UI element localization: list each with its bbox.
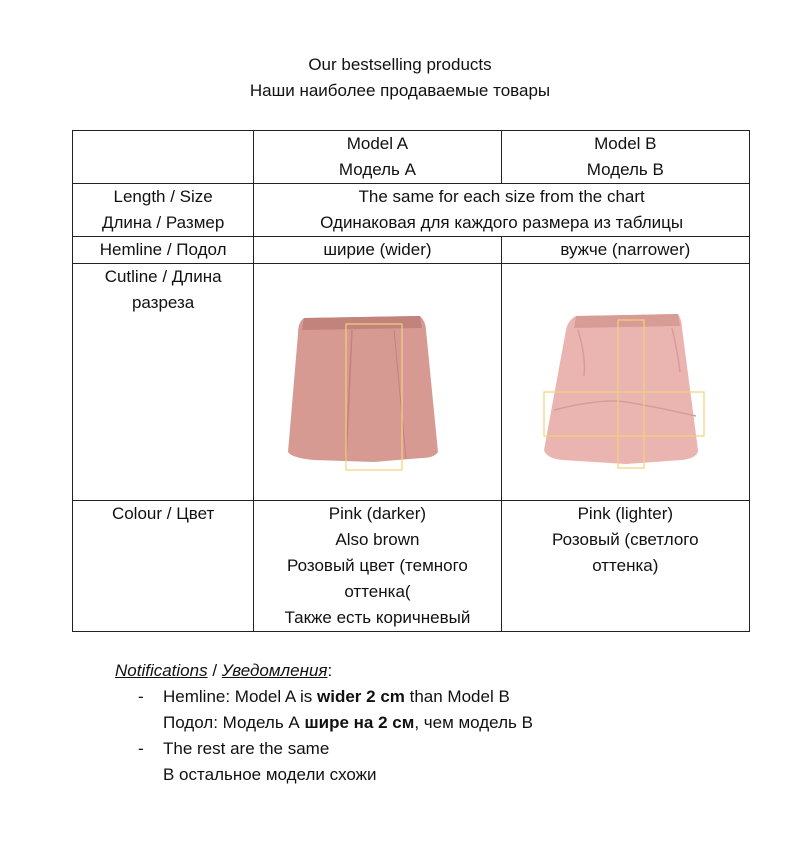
comparison-table — [72, 130, 750, 632]
note-1-en-bold: wider 2 cm — [317, 687, 405, 706]
colour-a-line: Pink (darker) — [328, 504, 427, 523]
hemline-model-b: вужче (narrower) — [501, 237, 749, 264]
skirt-b-waistband — [574, 314, 680, 328]
hemline-label: Hemline / Подол — [73, 237, 254, 264]
length-value-en: The same for each size from the chart — [358, 187, 645, 206]
page-title-en: Our bestselling products — [308, 55, 492, 74]
colour-a-line: Розовый цвет (темного — [287, 556, 468, 575]
notifications-title-sep: / — [207, 661, 222, 680]
cutline-model-a-cell — [254, 264, 501, 501]
note-2-en: The rest are the same — [163, 739, 330, 758]
note-2-ru: В остальное модели схожи — [163, 765, 377, 784]
length-value-cell — [254, 184, 750, 237]
model-a-label-en: Model A — [346, 134, 409, 153]
note-1-ru-pre: Подол: Модель А — [163, 713, 305, 732]
notifications-section — [115, 658, 533, 788]
notifications-title-en: Notifications — [115, 661, 208, 680]
colour-a-line: оттенка( — [344, 582, 411, 601]
skirt-b-image — [502, 264, 748, 500]
colour-label: Colour / Цвет — [73, 501, 254, 632]
length-label-en: Length / Size — [113, 187, 213, 206]
table-row-cutline — [73, 264, 750, 501]
bullet-dash: - — [138, 687, 144, 706]
note-1-en-pre: Hemline: Model A is — [163, 687, 318, 706]
colour-a-line: Также есть коричневый — [284, 608, 471, 627]
header-model-b — [501, 131, 749, 184]
cutline-label-2: разреза — [131, 293, 195, 312]
cutline-label-cell — [73, 264, 254, 501]
colour-b-line: оттенка) — [592, 556, 659, 575]
cutline-model-b-cell — [501, 264, 749, 501]
length-label-cell — [73, 184, 254, 237]
table-row-header — [73, 131, 750, 184]
skirt-a-image — [254, 264, 500, 500]
note-item-2-ru — [115, 762, 533, 788]
table-row-length — [73, 184, 750, 237]
skirt-a-shape — [288, 316, 438, 462]
note-item-1 — [115, 684, 533, 710]
note-item-1-ru — [115, 710, 533, 736]
table-row-colour — [73, 501, 750, 632]
colour-b-line: Розовый (светлого — [552, 530, 699, 549]
colour-a-line: Also brown — [335, 530, 420, 549]
notifications-title-colon: : — [327, 661, 333, 680]
colour-b-line: Pink (lighter) — [577, 504, 674, 523]
model-b-label-en: Model B — [594, 134, 657, 153]
colour-model-a — [254, 501, 501, 632]
page-title-ru: Наши наиболее продаваемые товары — [249, 81, 551, 100]
skirt-a-waistband — [302, 316, 422, 330]
header-model-a — [254, 131, 501, 184]
length-label-ru: Длина / Размер — [101, 213, 225, 232]
cutline-label-1: Cutline / Длина — [104, 267, 222, 286]
table-row-hemline — [73, 237, 750, 264]
model-b-label-ru: Модель В — [586, 160, 664, 179]
model-a-label-ru: Модель А — [338, 160, 416, 179]
notifications-title — [115, 658, 533, 684]
notifications-title-ru: Уведомления — [221, 661, 328, 680]
skirt-b-shape — [544, 314, 698, 464]
note-item-2 — [115, 736, 533, 762]
note-1-ru-bold: шире на 2 см — [304, 713, 415, 732]
hemline-model-a: шириe (wider) — [254, 237, 501, 264]
bullet-dash: - — [138, 739, 144, 758]
header-empty-cell — [73, 131, 254, 184]
colour-model-b — [501, 501, 749, 632]
note-1-ru-post: , чем модель В — [414, 713, 533, 732]
length-value-ru: Одинаковая для каждого размера из таблицы — [320, 213, 684, 232]
note-1-en-post: than Model B — [404, 687, 510, 706]
